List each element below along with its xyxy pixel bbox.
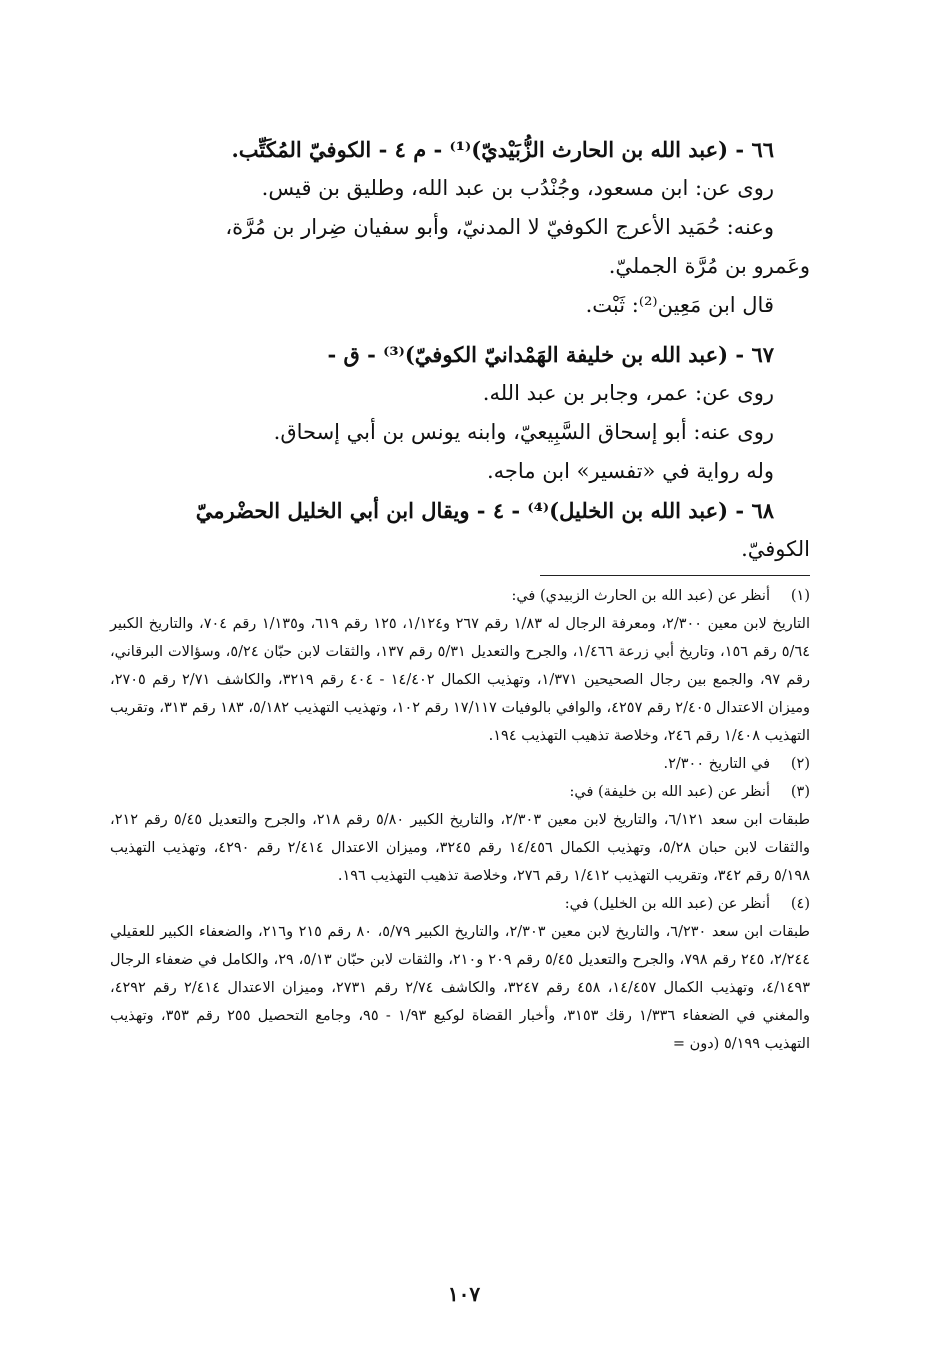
footnote-2: [110, 750, 810, 778]
entry-68: [110, 491, 810, 569]
entry-66: [110, 130, 810, 325]
entry-line: قال ابن مَعِين⁽²⁾: ثَبْت.: [585, 293, 774, 317]
footnote-1: [110, 582, 810, 750]
footnote-title: أنظر عن (عبد الله بن خليفة) في:: [569, 784, 770, 800]
footnote-body: التاريخ لابن معين ٢/٣٠٠، ومعرفة الرجال له ١/٨٣ رقم ٢٦٧ و١/١٢٤، ١٢٥ رقم ٦١٩، و١/١٣٥ رقم ٧٠٤، والتاريخ الكبير ٥/٦٤ رقم ١٥٦، وتاريخ أبي زرعة ١/٤٦٦، والجرح والتعديل ٥/٣١ رقم ١٣٧، والثقات لابن حبّان ٥/٢٤، وسؤالات البرقاني، رقم ٩٧، والجمع بين رجال الصحيحين ١/٣٧١، وتهذيب الكمال ١٤/٤٠٢ - ٤٠٤ رقم ٣٢١٩، والكاشف ٢/٧١ رقم ٢٧٠٥، وميزان الاعتدال ٢/٤٠٥ رقم ٤٢٥٧، والوافي بالوفيات ١٧/١١٧ رقم ١٠٢، وتهذيب التهذيب ٥/١٨٢، ١٨٣ رقم ٣١٣، وتقريب التهذيب ١/٤٠٨ رقم ٢٤٦، وخلاصة تذهيب التهذيب ١٩٤.: [110, 616, 811, 744]
entry-line: وله رواية في «تفسير» ابن ماجه.: [487, 459, 774, 483]
footnote-divider: [540, 575, 810, 576]
main-text: [110, 130, 810, 569]
footnote-title: في التاريخ ٢/٣٠٠.: [663, 756, 770, 772]
entry-line: وعنه: حُمَيد الأعرج الكوفيّ لا المدنيّ، وأبو سفيان ضِرار بن مُرَّة،: [225, 215, 774, 239]
footnote-number: (٢): [790, 756, 810, 772]
entry-line: الكوفيّ.: [741, 537, 810, 561]
footnote-title: أنظر عن (عبد الله بن الخليل) في:: [564, 896, 770, 912]
entry-67: [110, 335, 810, 491]
footnote-number: (١): [790, 588, 810, 604]
entry-heading: ٦٧ - (عبد الله بن خليفة الهَمْدانيّ الكوفيّ)⁽³⁾ - ق -: [327, 342, 774, 367]
page-content: [110, 130, 810, 1058]
footnotes: [110, 582, 810, 1058]
footnote-number: (٤): [790, 896, 810, 912]
entry-line: وعَمرو بن مُرَّة الجمليّ.: [608, 254, 810, 278]
entry-heading: ٦٦ - (عبد الله بن الحارث الزُّبَيْديّ)⁽¹⁾ - م ٤ - الكوفيّ المُكَتِّب.: [231, 137, 774, 162]
page-number: ١٠٧: [447, 1282, 481, 1306]
entry-line: روى عن: ابن مسعود، وجُنْدُب بن عبد الله، وطليق بن قيس.: [261, 176, 774, 200]
footnote-title: أنظر عن (عبد الله بن الحارث الزبيدي) في:: [511, 588, 770, 604]
footnote-3: [110, 778, 810, 890]
footnote-4: [110, 890, 810, 1058]
footnote-number: (٣): [790, 784, 810, 800]
entry-line: روى عن: عمر، وجابر بن عبد الله.: [482, 381, 774, 405]
footnote-body: طبقات ابن سعد ٦/١٢١، والتاريخ لابن معين ٢/٣٠٣، والتاريخ الكبير ٥/٨٠ رقم ٢١٨، والجرح والتعديل ٥/٤٥ رقم ٢١٢، والثقات لابن حبان ٥/٢٨، وتهذيب الكمال ١٤/٤٥٦ رقم ٣٢٤٥، وميزان الاعتدال ٢/٤١٤ رقم ٤٢٩٠، وتهذيب التهذيب ٥/١٩٨ رقم ٣٤٢، وتقريب التهذيب ١/٤١٢ رقم ٢٧٦، وخلاصة تذهيب التهذيب ١٩٦.: [110, 812, 810, 884]
footnote-body: طبقات ابن سعد ٦/٢٣٠، والتاريخ لابن معين ٢/٣٠٣، والتاريخ الكبير ٥/٧٩، ٨٠ رقم ٢١٥ و٢١٦، والضعفاء الكبير للعقيلي ٢/٢٤٤، ٢٤٥ رقم ٧٩٨، والجرح والتعديل ٥/٤٥ رقم ٢٠٩ و٢١٠، والثقات لابن حبّان ٥/١٣، ٢٩، والكامل في ضعفاء الرجال ٤/١٤٩٣، وتهذيب الكمال ١٤/٤٥٧، ٤٥٨ رقم ٣٢٤٧، والكاشف ٢/٧٤ رقم ٢٧٣١، وميزان الاعتدال ٢/٤١٤ رقم ٤٢٩٢، والمغني في الضعفاء ١/٣٣٦ رقك ٣١٥٣، وأخبار القضاة لوكيع ١/٩٣ - ٩٥، وجامع التحصيل ٢٥٥ رقم ٣٥٣، وتهذيب التهذيب ٥/١٩٩ (دون =: [110, 924, 811, 1052]
entry-line: روى عنه: أبو إسحاق السَّبِيعيّ، وابنه يونس بن أبي إسحاق.: [273, 420, 774, 444]
entry-heading: ٦٨ - (عبد الله بن الخليل)⁽⁴⁾ - ٤ - ويقال ابن أبي الخليل الحضْرميّ: [195, 498, 774, 523]
